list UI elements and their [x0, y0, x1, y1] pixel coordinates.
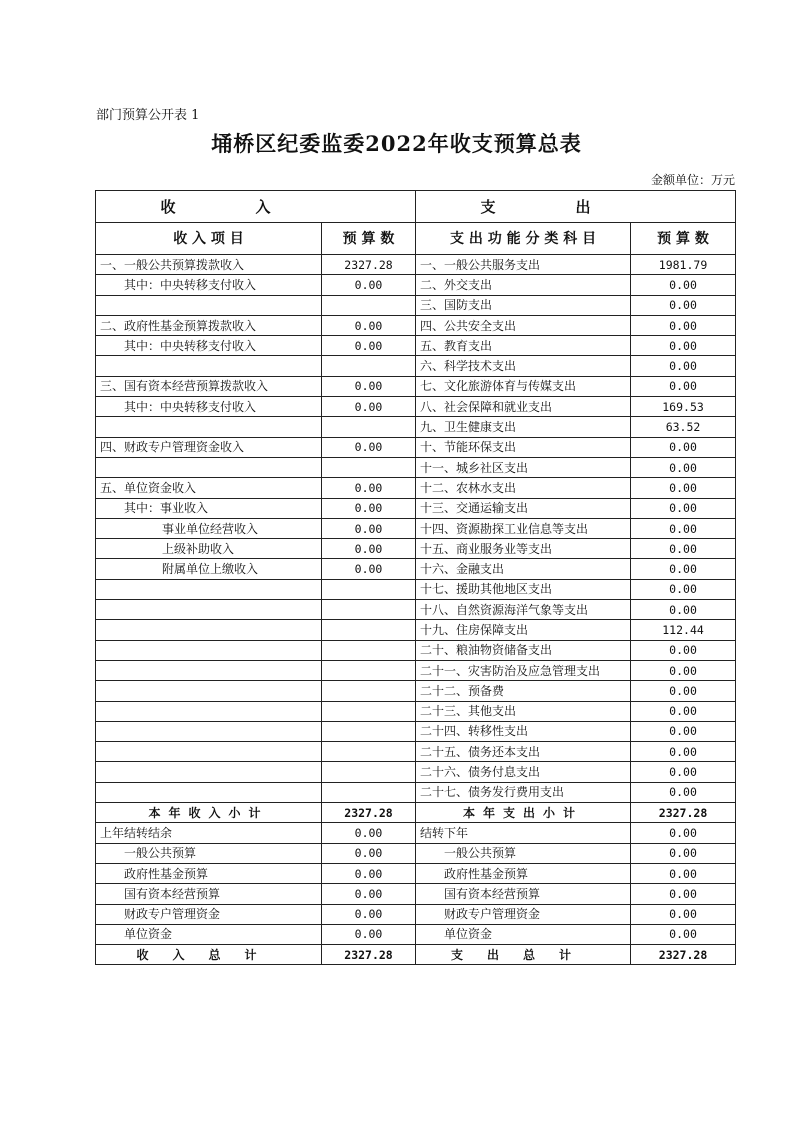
expense-amount-cell: 0.00: [631, 295, 736, 315]
table-row: [96, 600, 736, 620]
expense-amount-cell: 0.00: [631, 742, 736, 762]
expense-amount-cell: 0.00: [631, 782, 736, 802]
carryover-expense-item: 结转下年: [416, 823, 631, 843]
expense-item-cell: 十八、自然资源海洋气象等支出: [416, 600, 631, 620]
table-row: [96, 437, 736, 457]
expense-item-cell: 六、科学技术支出: [416, 356, 631, 376]
income-item-cell: [96, 579, 322, 599]
income-item-cell: [96, 782, 322, 802]
expense-item-cell: 五、教育支出: [416, 336, 631, 356]
income-total-amount: 2327.28: [322, 945, 416, 965]
table-row: [96, 397, 736, 417]
income-header: [96, 191, 416, 223]
expense-header: [416, 191, 736, 223]
expense-item-cell: 七、文化旅游体育与传媒支出: [416, 376, 631, 396]
income-amount-header: 预 算 数: [322, 223, 416, 255]
income-item-cell: [96, 417, 322, 437]
income-item-cell: [96, 600, 322, 620]
table-row: [96, 498, 736, 518]
income-amount-cell: [322, 660, 416, 680]
subtotal-row: [96, 803, 736, 823]
table-row: [96, 762, 736, 782]
income-item-cell: 三、国有资本经营预算拨款收入: [96, 376, 322, 396]
table-row: [96, 275, 736, 295]
carryover-income-item: 政府性基金预算: [96, 863, 322, 883]
expense-item-cell: 九、卫生健康支出: [416, 417, 631, 437]
carryover-income-item: 一般公共预算: [96, 843, 322, 863]
income-amount-cell: [322, 762, 416, 782]
expense-amount-cell: 0.00: [631, 640, 736, 660]
income-item-cell: 上级补助收入: [96, 539, 322, 559]
income-subtotal-amount: 2327.28: [322, 803, 416, 823]
carryover-income-amount: 0.00: [322, 924, 416, 944]
table-header-row-1: [96, 191, 736, 223]
income-amount-cell: 0.00: [322, 275, 416, 295]
expense-amount-cell: 0.00: [631, 457, 736, 477]
income-amount-cell: 0.00: [322, 437, 416, 457]
form-number: 部门预算公开表 1: [96, 108, 200, 123]
expense-amount-cell: 0.00: [631, 356, 736, 376]
expense-item-cell: 二十六、债务付息支出: [416, 762, 631, 782]
expense-item-cell: 十六、金融支出: [416, 559, 631, 579]
expense-item-cell: 十九、住房保障支出: [416, 620, 631, 640]
income-item-cell: [96, 681, 322, 701]
income-amount-cell: 0.00: [322, 397, 416, 417]
carryover-income-item: 财政专户管理资金: [96, 904, 322, 924]
expense-amount-cell: 0.00: [631, 579, 736, 599]
income-amount-cell: [322, 782, 416, 802]
income-amount-cell: [322, 356, 416, 376]
table-row: [96, 255, 736, 275]
carryover-expense-amount: 0.00: [631, 904, 736, 924]
carryover-row: [96, 843, 736, 863]
income-item-header: 收 入 项 目: [96, 223, 322, 255]
expense-amount-cell: 112.44: [631, 620, 736, 640]
income-amount-cell: [322, 742, 416, 762]
table-row: [96, 660, 736, 680]
expense-item-cell: 十二、农林水支出: [416, 478, 631, 498]
income-item-cell: 五、单位资金收入: [96, 478, 322, 498]
income-item-cell: [96, 295, 322, 315]
expense-amount-cell: 0.00: [631, 478, 736, 498]
budget-table: [95, 190, 736, 965]
expense-amount-cell: 0.00: [631, 315, 736, 335]
carryover-income-item: 上年结转结余: [96, 823, 322, 843]
carryover-row: [96, 823, 736, 843]
income-item-cell: [96, 742, 322, 762]
income-total-label: 收入总计: [96, 945, 322, 965]
income-item-cell: [96, 356, 322, 376]
income-item-cell: [96, 721, 322, 741]
expense-item-cell: 二十二、预备费: [416, 681, 631, 701]
expense-item-cell: 十四、资源勘探工业信息等支出: [416, 518, 631, 538]
expense-amount-header: 预 算 数: [631, 223, 736, 255]
income-item-cell: 其中：中央转移支付收入: [96, 275, 322, 295]
table-row: [96, 295, 736, 315]
expense-amount-cell: 0.00: [631, 275, 736, 295]
carryover-expense-item: 财政专户管理资金: [416, 904, 631, 924]
income-amount-cell: [322, 417, 416, 437]
income-subtotal-label: 本年收入小计: [96, 803, 322, 823]
income-item-cell: [96, 457, 322, 477]
carryover-income-amount: 0.00: [322, 884, 416, 904]
carryover-expense-amount: 0.00: [631, 843, 736, 863]
income-item-cell: [96, 762, 322, 782]
table-row: [96, 640, 736, 660]
expense-amount-cell: 63.52: [631, 417, 736, 437]
table-row: [96, 478, 736, 498]
expense-amount-cell: 0.00: [631, 518, 736, 538]
expense-amount-cell: 0.00: [631, 539, 736, 559]
expense-amount-cell: 0.00: [631, 600, 736, 620]
income-amount-cell: 0.00: [322, 376, 416, 396]
carryover-row: [96, 884, 736, 904]
carryover-expense-amount: 0.00: [631, 884, 736, 904]
income-item-cell: 四、财政专户管理资金收入: [96, 437, 322, 457]
expense-header-label: 支出: [480, 197, 671, 216]
income-amount-cell: [322, 620, 416, 640]
carryover-row: [96, 863, 736, 883]
table-row: [96, 742, 736, 762]
carryover-expense-amount: 0.00: [631, 924, 736, 944]
income-item-cell: [96, 620, 322, 640]
table-row: [96, 782, 736, 802]
income-amount-cell: [322, 579, 416, 599]
carryover-expense-item: 一般公共预算: [416, 843, 631, 863]
income-amount-cell: 0.00: [322, 498, 416, 518]
table-row: [96, 579, 736, 599]
expense-item-cell: 十七、援助其他地区支出: [416, 579, 631, 599]
amount-unit: 金额单位：万元: [650, 173, 735, 187]
income-item-cell: 其中：中央转移支付收入: [96, 397, 322, 417]
table-row: [96, 336, 736, 356]
expense-amount-cell: 1981.79: [631, 255, 736, 275]
expense-amount-cell: 0.00: [631, 701, 736, 721]
expense-amount-cell: 0.00: [631, 681, 736, 701]
expense-item-cell: 二十一、灾害防治及应急管理支出: [416, 660, 631, 680]
budget-table-body: [96, 191, 736, 965]
income-amount-cell: [322, 640, 416, 660]
expense-item-cell: 二十四、转移性支出: [416, 721, 631, 741]
table-row: [96, 376, 736, 396]
expense-total-amount: 2327.28: [631, 945, 736, 965]
income-item-cell: [96, 660, 322, 680]
carryover-income-amount: 0.00: [322, 823, 416, 843]
income-amount-cell: 0.00: [322, 518, 416, 538]
income-item-cell: [96, 640, 322, 660]
table-row: [96, 315, 736, 335]
income-amount-cell: 0.00: [322, 315, 416, 335]
table-row: [96, 518, 736, 538]
table-row: [96, 417, 736, 437]
income-amount-cell: 0.00: [322, 336, 416, 356]
table-row: [96, 620, 736, 640]
expense-item-cell: 十五、商业服务业等支出: [416, 539, 631, 559]
carryover-row: [96, 904, 736, 924]
expense-subtotal-label: 本年支出小计: [416, 803, 631, 823]
expense-item-cell: 四、公共安全支出: [416, 315, 631, 335]
expense-item-cell: 二十三、其他支出: [416, 701, 631, 721]
carryover-row: [96, 924, 736, 944]
carryover-expense-item: 国有资本经营预算: [416, 884, 631, 904]
expense-total-label: 支出总计: [416, 945, 631, 965]
expense-item-cell: 十、节能环保支出: [416, 437, 631, 457]
income-amount-cell: 0.00: [322, 478, 416, 498]
income-amount-cell: 0.00: [322, 559, 416, 579]
income-item-cell: 附属单位上缴收入: [96, 559, 322, 579]
carryover-income-amount: 0.00: [322, 904, 416, 924]
income-amount-cell: [322, 600, 416, 620]
table-row: [96, 721, 736, 741]
carryover-expense-item: 单位资金: [416, 924, 631, 944]
expense-amount-cell: 0.00: [631, 336, 736, 356]
income-item-cell: [96, 701, 322, 721]
expense-item-cell: 十三、交通运输支出: [416, 498, 631, 518]
expense-item-cell: 二、外交支出: [416, 275, 631, 295]
income-amount-cell: [322, 295, 416, 315]
page-title: 埇桥区纪委监委2022年收支预算总表: [211, 131, 582, 156]
expense-amount-cell: 0.00: [631, 498, 736, 518]
expense-item-cell: 一、一般公共服务支出: [416, 255, 631, 275]
expense-amount-cell: 169.53: [631, 397, 736, 417]
expense-item-header: 支 出 功 能 分 类 科 目: [416, 223, 631, 255]
income-amount-cell: 2327.28: [322, 255, 416, 275]
expense-amount-cell: 0.00: [631, 437, 736, 457]
income-amount-cell: [322, 721, 416, 741]
table-row: [96, 539, 736, 559]
expense-amount-cell: 0.00: [631, 721, 736, 741]
expense-subtotal-amount: 2327.28: [631, 803, 736, 823]
expense-item-cell: 八、社会保障和就业支出: [416, 397, 631, 417]
expense-item-cell: 三、国防支出: [416, 295, 631, 315]
expense-item-cell: 二十、粮油物资储备支出: [416, 640, 631, 660]
expense-item-cell: 二十七、债务发行费用支出: [416, 782, 631, 802]
carryover-income-amount: 0.00: [322, 843, 416, 863]
table-header-row-2: [96, 223, 736, 255]
table-row: [96, 559, 736, 579]
income-amount-cell: [322, 701, 416, 721]
carryover-income-item: 单位资金: [96, 924, 322, 944]
expense-amount-cell: 0.00: [631, 559, 736, 579]
expense-amount-cell: 0.00: [631, 660, 736, 680]
income-amount-cell: 0.00: [322, 539, 416, 559]
income-amount-cell: [322, 681, 416, 701]
carryover-expense-item: 政府性基金预算: [416, 863, 631, 883]
income-item-cell: 事业单位经营收入: [96, 518, 322, 538]
expense-item-cell: 二十五、债务还本支出: [416, 742, 631, 762]
carryover-income-item: 国有资本经营预算: [96, 884, 322, 904]
income-item-cell: 其中：事业收入: [96, 498, 322, 518]
income-item-cell: 其中：中央转移支付收入: [96, 336, 322, 356]
expense-amount-cell: 0.00: [631, 762, 736, 782]
table-row: [96, 681, 736, 701]
income-item-cell: 二、政府性基金预算拨款收入: [96, 315, 322, 335]
total-row: [96, 945, 736, 965]
table-row: [96, 701, 736, 721]
carryover-income-amount: 0.00: [322, 863, 416, 883]
table-row: [96, 356, 736, 376]
expense-amount-cell: 0.00: [631, 376, 736, 396]
carryover-expense-amount: 0.00: [631, 823, 736, 843]
table-row: [96, 457, 736, 477]
income-amount-cell: [322, 457, 416, 477]
carryover-expense-amount: 0.00: [631, 863, 736, 883]
income-header-label: 收入: [160, 197, 351, 216]
income-item-cell: 一、一般公共预算拨款收入: [96, 255, 322, 275]
expense-item-cell: 十一、城乡社区支出: [416, 457, 631, 477]
